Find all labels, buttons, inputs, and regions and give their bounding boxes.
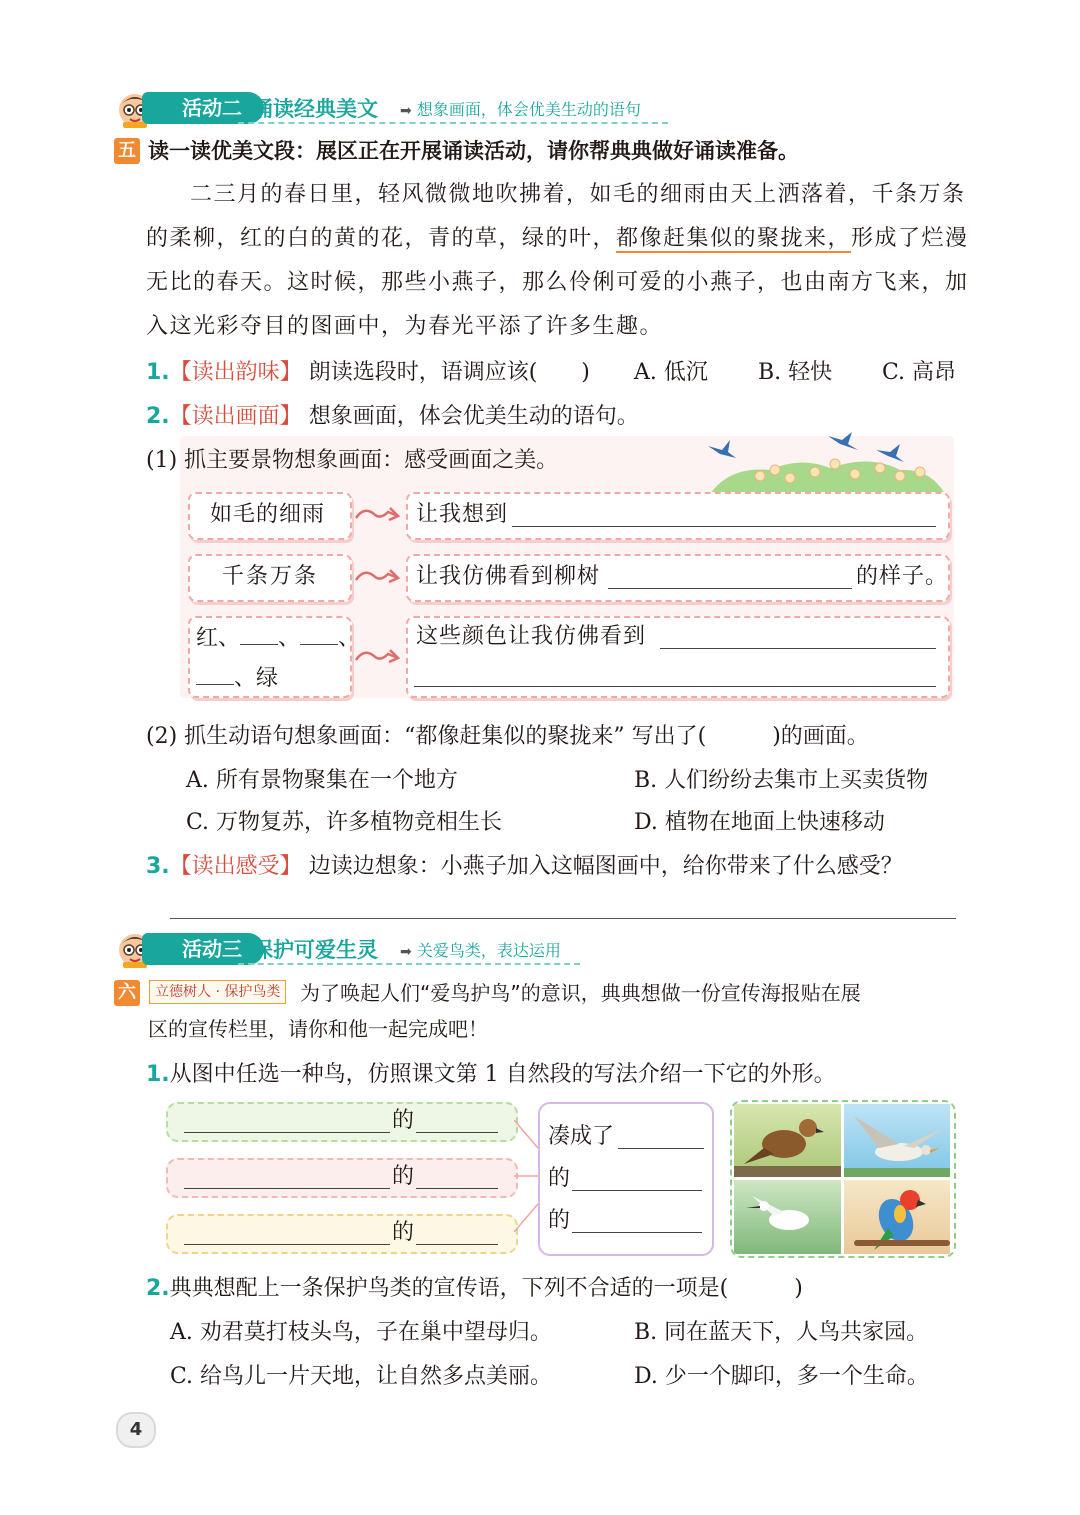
- answer-blank[interactable]: [184, 1244, 390, 1245]
- activity-tag: 活动二: [142, 92, 264, 124]
- item-2: [146, 1274, 803, 1304]
- answer-blank[interactable]: [512, 526, 936, 527]
- answer-blank[interactable]: [572, 1232, 702, 1233]
- item-3: [146, 852, 903, 882]
- activity-title: 诵读经典美文: [252, 97, 378, 121]
- question-prompt: 读一读优美文段：展区正在开展诵读活动，请你帮典典做好诵读准备。: [148, 139, 799, 163]
- answer-prompt: 让我仿佛看到柳树: [416, 564, 601, 589]
- swallows-flowers-icon: [700, 430, 950, 494]
- option-d[interactable]: D. 植物在地面上快速移动: [634, 810, 885, 835]
- de-label: 的: [392, 1108, 415, 1133]
- keyword-text: 如毛的细雨: [210, 502, 326, 527]
- answer-prompt: 这些颜色让我仿佛看到: [416, 624, 647, 649]
- fill-box-2: [166, 1158, 518, 1198]
- page-number: 4: [116, 1412, 156, 1448]
- passage-line-2: [146, 224, 969, 254]
- bird-photo-hawk: [734, 1104, 841, 1177]
- combine-label: 凑成了: [548, 1124, 615, 1149]
- item-number: 1.: [146, 360, 170, 385]
- item-1: [146, 1060, 836, 1090]
- question-badge: 六: [114, 980, 140, 1006]
- egret-icon: [734, 1180, 841, 1254]
- bird-photo-egret: [734, 1180, 841, 1254]
- bird-photo-goose: [844, 1104, 950, 1177]
- de-label: 的: [392, 1220, 415, 1245]
- question-number-6: [114, 980, 140, 1006]
- answer-blank[interactable]: [618, 1148, 704, 1149]
- arrow-right-icon: ➡: [400, 103, 412, 119]
- section-divider: [170, 918, 956, 919]
- arrow-right-icon: ➡: [400, 944, 412, 960]
- bird-photo-grid: [730, 1100, 956, 1258]
- color-blank[interactable]: [196, 662, 234, 685]
- question-number-5: [114, 138, 140, 164]
- answer-prompt: 让我想到: [416, 502, 509, 527]
- hawk-icon: [734, 1104, 841, 1177]
- answer-blank[interactable]: [416, 1132, 498, 1133]
- option-c[interactable]: C. 高昂: [882, 360, 957, 385]
- passage-line-3: 无比的春天。这时候，那些小燕子，那么伶俐可爱的小燕子，也由南方飞来，加: [146, 270, 969, 295]
- activity-title: 保护可爱生灵: [252, 938, 378, 962]
- keyword-text: 红、: [196, 626, 241, 651]
- activity-tag: 活动三: [142, 933, 264, 965]
- question-badge: 五: [114, 138, 140, 164]
- highlighted-phrase: 都像赶集似的聚拢来，: [616, 226, 852, 251]
- activity-subtitle-text: 关爱鸟类，表达运用: [416, 941, 561, 960]
- item-text: 朗读选段时，语调应该( ): [308, 360, 590, 385]
- link-arrow-icon: [354, 566, 400, 590]
- option-d[interactable]: D. 少一个脚印，多一个生命。: [634, 1364, 929, 1389]
- separator: 、: [338, 626, 361, 651]
- passage-line-1: 二三月的春日里，轻风微微地吹拂着，如毛的细雨由天上洒落着，千条万条: [190, 182, 966, 207]
- link-arrow-icon: [354, 646, 400, 670]
- answer-blank[interactable]: [416, 1188, 498, 1189]
- connector-lines: [514, 1100, 540, 1250]
- bird-photo-parrot: [844, 1180, 950, 1254]
- activity-underline: [238, 122, 668, 124]
- item-tag: 【读出感受】: [169, 854, 302, 879]
- keyword-text: 、绿: [234, 666, 279, 691]
- color-blank[interactable]: [300, 622, 338, 645]
- item-text: 典典想配上一条保护鸟类的宣传语，下列不合适的一项是( ): [169, 1276, 803, 1301]
- fill-box-1: [166, 1102, 518, 1142]
- answer-blank[interactable]: [414, 686, 936, 687]
- item-2: [146, 402, 639, 432]
- combine-label: 的: [548, 1208, 571, 1233]
- item-text: 从图中任选一种鸟，仿照课文第 1 自然段的写法介绍一下它的外形。: [169, 1062, 836, 1087]
- goose-icon: [844, 1104, 950, 1177]
- theme-badge: 立德树人 · 保护鸟类: [149, 980, 286, 1004]
- color-list-line-1: [196, 622, 360, 654]
- item-number: 3.: [146, 854, 170, 879]
- item-1: [146, 358, 590, 388]
- keyword-text: 千条万条: [222, 564, 319, 589]
- separator: 、: [278, 626, 301, 651]
- passage-text: 形成了烂漫: [851, 226, 969, 251]
- item-tag: 【读出韵味】: [169, 360, 302, 385]
- color-blank[interactable]: [240, 622, 278, 645]
- activity-subtitle-text: 想象画面，体会优美生动的语句: [416, 100, 641, 119]
- answer-blank[interactable]: [184, 1188, 390, 1189]
- item-text: 想象画面，体会优美生动的语句。: [308, 404, 639, 429]
- option-b[interactable]: B. 同在蓝天下，人鸟共家园。: [634, 1320, 929, 1345]
- answer-blank[interactable]: [184, 1132, 390, 1133]
- answer-tail: 的样子。: [856, 564, 949, 589]
- option-a[interactable]: A. 所有景物聚集在一个地方: [186, 768, 458, 793]
- combine-label: 的: [548, 1166, 571, 1191]
- sub-question-1: (1) 抓主要景物想象画面：感受画面之美。: [146, 448, 559, 473]
- answer-blank[interactable]: [608, 588, 852, 589]
- answer-blank[interactable]: [416, 1244, 498, 1245]
- fill-box-3: [166, 1214, 518, 1254]
- de-label: 的: [392, 1164, 415, 1189]
- activity-underline: [238, 963, 580, 965]
- question-prompt: 区的宣传栏里，请你和他一起完成吧！: [148, 1017, 488, 1041]
- activity-subtitle: [400, 97, 641, 120]
- option-a[interactable]: A. 低沉: [634, 360, 708, 385]
- item-number: 2.: [146, 404, 170, 429]
- option-b[interactable]: B. 轻快: [758, 360, 833, 385]
- option-c[interactable]: C. 万物复苏，许多植物竞相生长: [186, 810, 503, 835]
- sub-question-2: (2) 抓生动语句想象画面：“都像赶集似的聚拢来” 写出了( )的画面。: [146, 724, 869, 749]
- option-b[interactable]: B. 人们纷纷去集市上买卖货物: [634, 768, 929, 793]
- answer-blank[interactable]: [660, 648, 936, 649]
- item-text: 边读边想象：小燕子加入这幅图画中，给你带来了什么感受？: [308, 854, 903, 879]
- activity-subtitle: [400, 938, 561, 961]
- item-tag: 【读出画面】: [169, 404, 302, 429]
- parrot-icon: [844, 1180, 950, 1254]
- item-number: 2.: [146, 1276, 170, 1301]
- answer-blank[interactable]: [572, 1190, 702, 1191]
- color-list-line-2: [196, 662, 278, 694]
- question-prompt: 为了唤起人们“爱鸟护鸟”的意识，典典想做一份宣传海报贴在展: [300, 981, 861, 1005]
- passage-line-4: 入这光彩夺目的图画中，为春光平添了许多生趣。: [146, 314, 664, 339]
- option-c[interactable]: C. 给鸟儿一片天地，让自然多点美丽。: [170, 1364, 553, 1389]
- passage-text: 的柔柳，红的白的黄的花，青的草，绿的叶，: [146, 226, 617, 251]
- option-a[interactable]: A. 劝君莫打枝头鸟，子在巢中望母归。: [170, 1320, 552, 1345]
- item-number: 1.: [146, 1062, 170, 1087]
- link-arrow-icon: [354, 504, 400, 528]
